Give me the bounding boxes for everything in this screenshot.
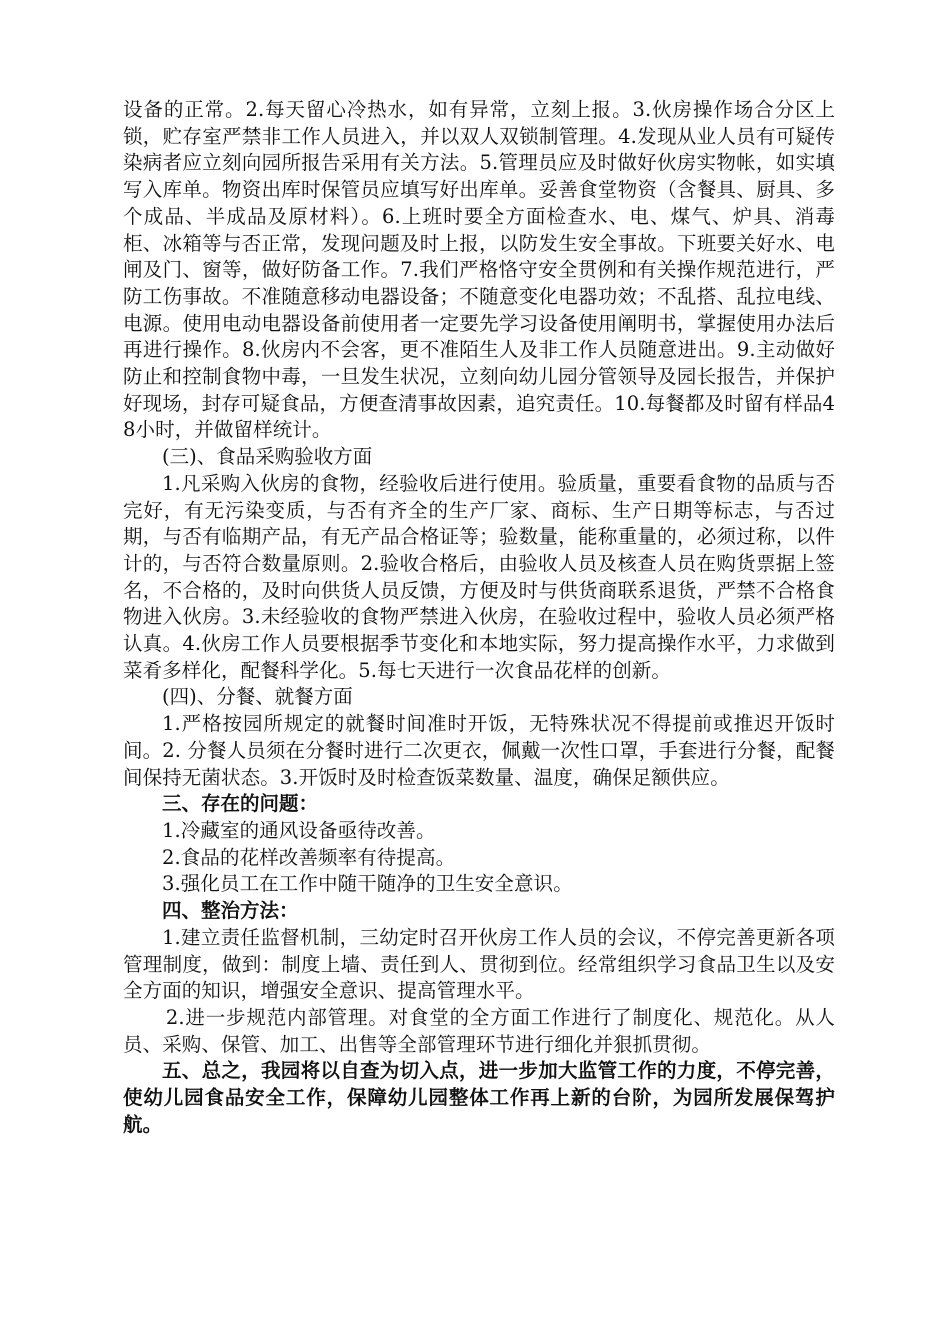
section-heading-meals: (四)、分餐、就餐方面 — [162, 685, 353, 709]
paragraph-summary: 五、总之，我园将以自查为切入点，进一步加大监管工作的力度，不停完善，使幼儿园食品安全工作，保障幼儿园整体工作再上新的台阶，为园所发展保驾护航。 — [123, 1059, 835, 1136]
section-heading-problems: 三、存在的问题： — [162, 792, 319, 816]
paragraph-procurement: 1.凡采购入伙房的食物，经验收后进行使用。验质量，重要看食物的品质与否完好，有无污染变质，与否有齐全的生产厂家、商标、生产日期等标志，与否过期，与否有临期产品，有无产品合格证等；验数量，能称重量的，必须过称，以件计的，与否符合数量原则。2.验收合格后，由验收人员及核查人员在购货票据上签名，不合格的，及时向供货人员反馈，方便及时与供货商联系退货，严禁不合格食物进入伙房。3.未经验收的食物严禁进入伙房，在验收过程中，验收人员必须严格认真。4.伙房工作人员要根据季节变化和本地实际，努力提高操作水平，力求做到菜肴多样化，配餐科学化。5.每七天进行一次食品花样的创新。 — [123, 471, 835, 682]
problem-item-1: 1.冷藏室的通风设备亟待改善。 — [162, 818, 436, 842]
problem-item-3: 3.强化员工在工作中随干随净的卫生安全意识。 — [162, 872, 573, 896]
document-page — [123, 97, 835, 1138]
paragraph-meals: 1.严格按园所规定的就餐时间准时开饭，无特殊状况不得提前或推迟开饭时间。2. 分餐人员须在分餐时进行二次更衣，佩戴一次性口罩，手套进行分餐，配餐间保持无菌状态。3.开饭时及时检查饭菜数量、温度，确保足额供应。 — [123, 712, 835, 789]
section-heading-methods: 四、整治方法： — [162, 899, 299, 923]
problem-item-2: 2.食品的花样改善频率有待提高。 — [162, 845, 456, 869]
paragraph-continuation: 设备的正常。2.每天留心冷热水，如有异常，立刻上报。3.伙房操作场合分区上锁，贮存室严禁非工作人员进入，并以双人双锁制管理。4.发现从业人员有可疑传染病者应立刻向园所报告采用有关方法。5.管理员应及时做好伙房实物帐，如实填写入库单。物资出库时保管员应填写好出库单。妥善食堂物资（含餐具、厨具、多个成品、半成品及原材料）。6.上班时要全方面检查水、电、煤气、炉具、消毒柜、冰箱等与否正常，发现问题及时上报，以防发生安全事故。下班要关好水、电闸及门、窗等，做好防备工作。7.我们严格恪守安全贯例和有关操作规范进行，严防工伤事故。不准随意移动电器设备；不随意变化电器功效；不乱搭、乱拉电线、电源。使用电动电器设备前使用者一定要先学习设备使用阐明书，掌握使用办法后再进行操作。8.伙房内不会客，更不准陌生人及非工作人员随意进出。9.主动做好防止和控制食物中毒，一旦发生状况，立刻向幼儿园分管领导及园长报告，并保护好现场，封存可疑食品，方便查清事故因素，追究责任。10.每餐都及时留有样品48小时，并做留样统计。 — [123, 98, 835, 442]
section-heading-procurement: (三)、食品采购验收方面 — [162, 445, 373, 469]
method-item-2: 2.进一步规范内部管理。对食堂的全方面工作进行了制度化、规范化。从人员、采购、保管、加工、出售等全部管理环节进行细化并狠抓贯彻。 — [123, 1005, 835, 1056]
method-item-1: 1.建立责任监督机制，三幼定时召开伙房工作人员的会议，不停完善更新各项管理制度，做到：制度上墙、责任到人、贯彻到位。经常组织学习食品卫生以及安全方面的知识，增强安全意识、提高管理水平。 — [123, 925, 835, 1003]
